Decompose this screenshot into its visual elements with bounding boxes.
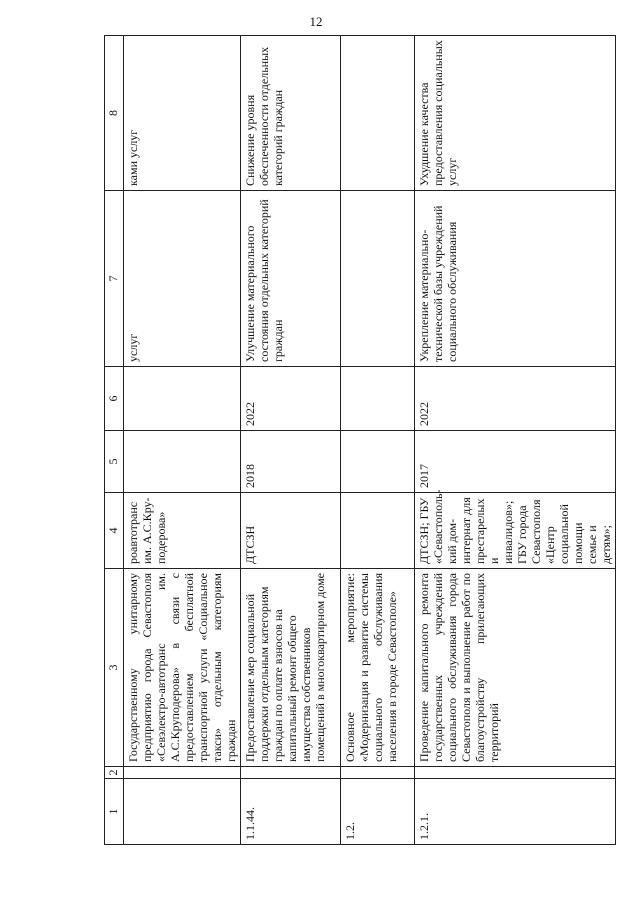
cell-measure: Предоставление мер социальной поддержки отдельным категориям граждан по оплате взносов на капитальный ремонт общего имущества собственников помещений в многоквартирном доме [241, 569, 341, 767]
cell-executor: ДТСЗН [241, 493, 341, 569]
row-number: 1.2. [341, 779, 415, 845]
program-table [104, 35, 616, 845]
cell-executor: ДТСЗН; ГБУ «Севастополь-кий дом-интернат для престарелых и инвалидов»; ГБУ города Севастополя «Центр социальной помощи семье и детям»; [415, 493, 616, 569]
cell-consequences [341, 36, 415, 191]
cell-end-year [341, 367, 415, 431]
cell-executor: роавтотранс им. А.С.Кру-подерова» [124, 493, 241, 569]
header-cell: 4 [105, 493, 124, 569]
table-row [341, 36, 415, 845]
row-number [124, 779, 241, 845]
cell-measure: Государственному унитарному предприятию города Севастополя «Севэлектро-автотранс им. А.С.Круподерова» в связи с предоставлением бесплатной транспортной услуги «Социальное такси» отдельным категориям граждан [124, 569, 241, 767]
cell-expected-result: Укрепление материально-технической базы учреждений социального обслуживания [415, 191, 616, 367]
cell-start-year: 2018 [241, 431, 341, 493]
header-cell: 5 [105, 431, 124, 493]
rotated-table-wrapper [104, 36, 613, 845]
cell-measure: Основное мероприятие: «Модернизация и развитие системы социального обслуживания населения в городе Севастополе» [341, 569, 415, 767]
cell-expected-result: Улучшение материального состояния отдельных категорий граждан [241, 191, 341, 367]
cell-start-year [341, 431, 415, 493]
cell-start-year: 2017 [415, 431, 616, 493]
table-row [124, 36, 241, 845]
header-cell: 1 [105, 779, 124, 845]
cell-consequences: Снижение уровня обеспеченности отдельных категорий граждан [241, 36, 341, 191]
cell-col2 [124, 767, 241, 779]
cell-end-year: 2022 [415, 367, 616, 431]
cell-col2 [241, 767, 341, 779]
cell-expected-result: услуг [124, 191, 241, 367]
cell-consequences: ками услуг [124, 36, 241, 191]
cell-col2 [415, 767, 616, 779]
header-cell: 7 [105, 191, 124, 367]
table-row [415, 36, 616, 845]
cell-end-year: 2022 [241, 367, 341, 431]
header-cell: 8 [105, 36, 124, 191]
row-number: 1.2.1. [415, 779, 616, 845]
header-cell: 6 [105, 367, 124, 431]
page-number: 12 [309, 14, 323, 29]
header-cell: 2 [105, 767, 124, 779]
table-row [241, 36, 341, 845]
table-header-row [105, 36, 124, 845]
row-number: 1.1.44. [241, 779, 341, 845]
cell-expected-result [341, 191, 415, 367]
cell-executor [341, 493, 415, 569]
header-cell: 3 [105, 569, 124, 767]
cell-measure: Проведение капитального ремонта государственных учреждений социального обслуживания города Севастополя и выполнение работ по благоустройству прилегающих территорий [415, 569, 616, 767]
cell-start-year [124, 431, 241, 493]
cell-col2 [341, 767, 415, 779]
cell-consequences: Ухудшение качества предоставления социальных услуг [415, 36, 616, 191]
cell-end-year [124, 367, 241, 431]
